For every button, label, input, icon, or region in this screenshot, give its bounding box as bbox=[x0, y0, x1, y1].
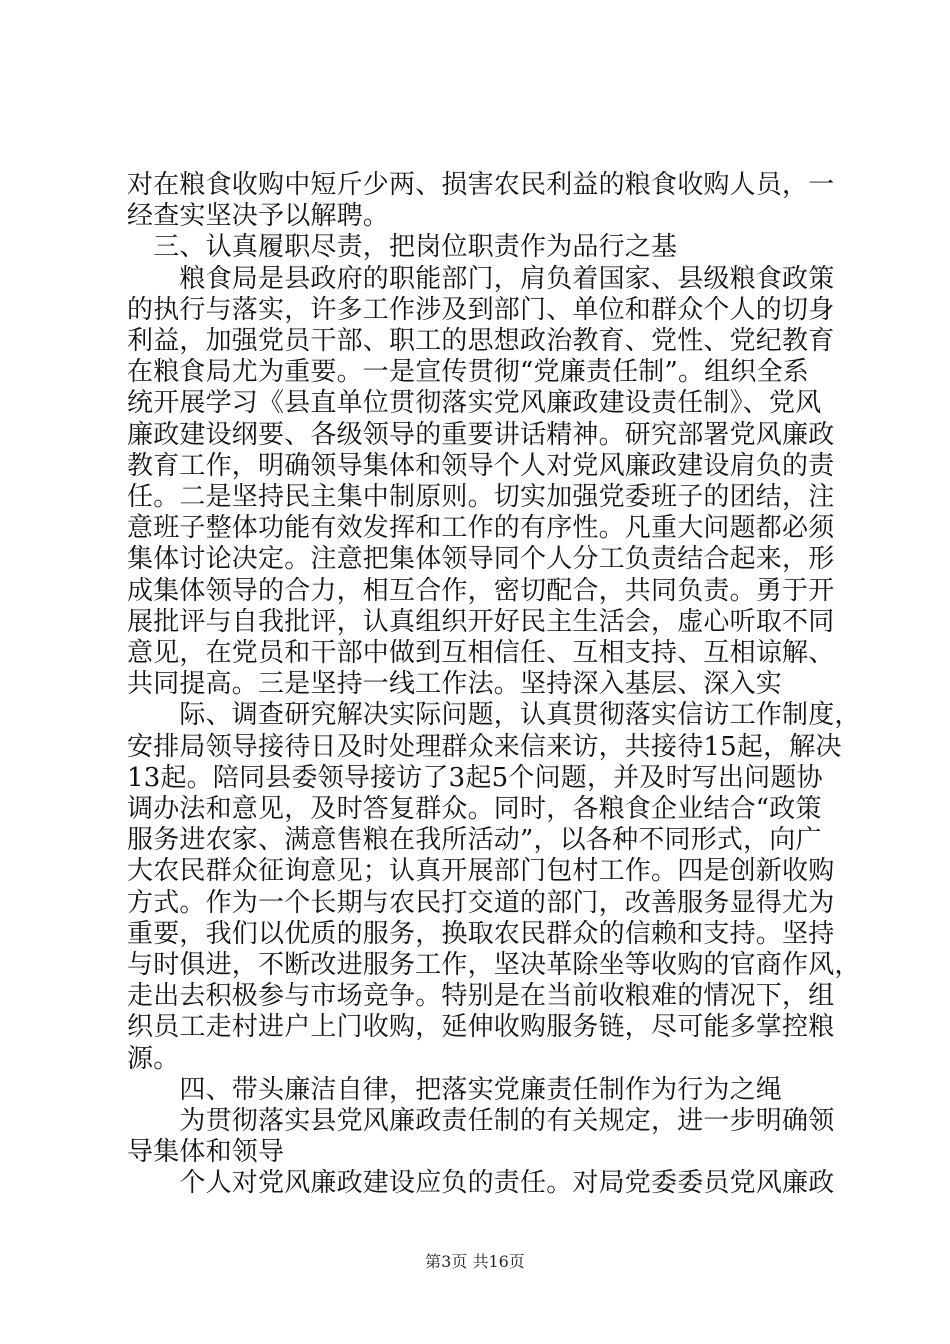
text-line: 对在粮食收购中短斤少两、损害农民利益的粮食收购人员，一 bbox=[127, 170, 835, 200]
text-line: 任。二是坚持民主集中制原则。切实加强党委班子的团结，注 bbox=[127, 482, 835, 512]
text-line: 粮食局是县政府的职能部门，肩负着国家、县级粮食政策 bbox=[127, 263, 835, 294]
text-line: 安排局领导接待日及时处理群众来信来访，共接待15起，解决 bbox=[127, 731, 842, 762]
text-line: 个人对党风廉政建设应负的责任。对局党委委员党风廉政 bbox=[127, 1168, 835, 1199]
text-line: 经查实坚决予以解聘。 bbox=[127, 201, 390, 232]
text-line: 大农民群众征询意见；认真开展部门包村工作。四是创新收购 bbox=[127, 856, 835, 887]
text-line: 源。 bbox=[127, 1043, 180, 1074]
text-line: 在粮食局尤为重要。一是宣传贯彻“党廉责任制”。组织全系 bbox=[127, 357, 809, 388]
text-line: 展批评与自我批评，认真组织开好民主生活会，虚心听取不同 bbox=[127, 606, 835, 637]
text-line: 际、调查研究解决实际问题，认真贯彻落实信访工作制度， bbox=[127, 700, 861, 731]
text-line: 导集体和领导 bbox=[127, 1137, 285, 1168]
text-line: 与时俱进，不断改进服务工作，坚决革除坐等收购的官商作风， bbox=[127, 950, 861, 980]
text-line: 集体讨论决定。注意把集体领导同个人分工负责结合起来，形 bbox=[127, 544, 835, 575]
page-footer: 第3页 共16页 bbox=[425, 1252, 525, 1271]
section-heading: 四、带头廉洁自律，把落实党廉责任制作为行为之绳 bbox=[127, 1074, 783, 1105]
text-line: 成集体领导的合力，相互合作，密切配合，共同负责。勇于开 bbox=[127, 575, 835, 606]
text-line: 织员工走村进户上门收购，延伸收购服务链，尽可能多掌控粮 bbox=[127, 1012, 835, 1043]
text-line: 服务进农家、满意售粮在我所活动”，以各种不同形式，向广 bbox=[127, 825, 822, 856]
text-line: 13起。陪同县委领导接访了3起5个问题，并及时写出问题协 bbox=[127, 762, 823, 793]
text-line: 共同提高。三是坚持一线工作法。坚持深入基层、深入实 bbox=[127, 669, 783, 700]
text-line: 利益，加强党员干部、职工的思想政治教育、党性、党纪教育 bbox=[127, 326, 835, 356]
text-line: 方式。作为一个长期与农民打交道的部门，改善服务显得尤为 bbox=[127, 887, 835, 918]
text-line: 重要，我们以优质的服务，换取农民群众的信赖和支持。坚持 bbox=[127, 918, 835, 949]
text-line: 为贯彻落实县党风廉政责任制的有关规定，进一步明确领 bbox=[127, 1106, 835, 1136]
text-line: 意见，在党员和干部中做到互相信任、互相支持、互相谅解、 bbox=[127, 638, 835, 668]
text-line: 统开展学习《县直单位贯彻落实党风廉政建设责任制》、党风 bbox=[127, 388, 822, 419]
text-line: 廉政建设纲要、各级领导的重要讲话精神。研究部署党风廉政 bbox=[127, 419, 835, 450]
text-line: 走出去积极参与市场竞争。特别是在当前收粮难的情况下，组 bbox=[127, 981, 835, 1012]
text-line: 调办法和意见，及时答复群众。同时，各粮食企业结合“政策 bbox=[127, 794, 822, 824]
text-line: 的执行与落实，许多工作涉及到部门、单位和群众个人的切身 bbox=[127, 294, 835, 325]
text-line: 意班子整体功能有效发挥和工作的有序性。凡重大问题都必须 bbox=[127, 513, 835, 544]
section-heading: 三、认真履职尽责，把岗位职责作为品行之基 bbox=[127, 232, 678, 263]
text-line: 教育工作，明确领导集体和领导个人对党风廉政建设肩负的责 bbox=[127, 450, 835, 481]
